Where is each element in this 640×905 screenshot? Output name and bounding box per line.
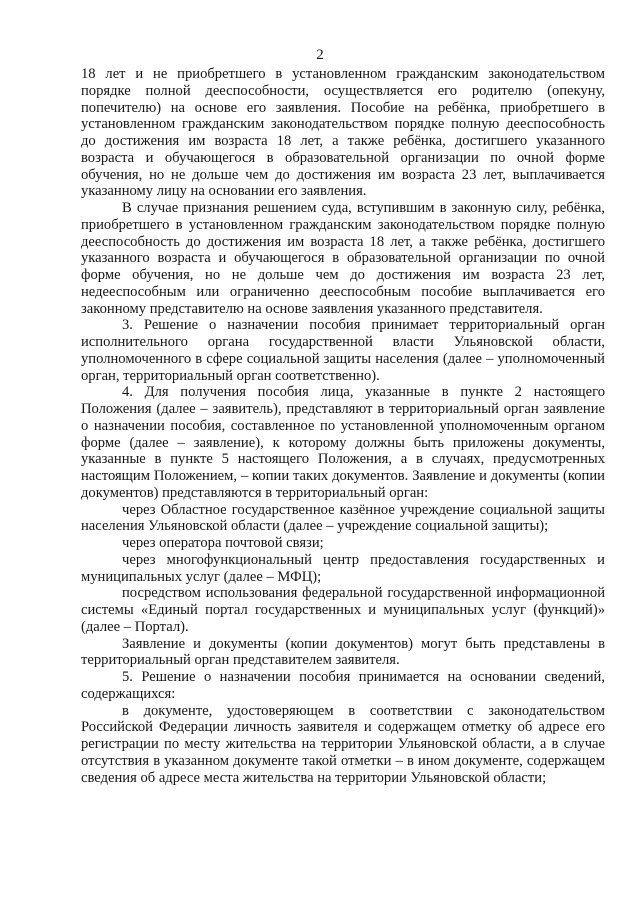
document-body [81,66,605,786]
paragraph: в документе, удостоверяющем в соответствии с законодательством Российской Федерации личность заявителя и содержащем отметку об адресе его регистрации по месту жительства на территории Ульяновской области, а в случае отсутствия в указанном документе такой отметки – в ином документе, содержащем сведения об адресе места жительства на территории Ульяновской области; [81,702,605,786]
paragraph: через многофункциональный центр предоставления государственных и муниципальных услуг (далее – МФЦ); [81,551,605,585]
paragraph: В случае признания решением суда, вступившим в законную силу, ребёнка, приобретшего в установленном гражданским законодательством порядке полную дееспособность до достижения им возраста 18 лет, а также ребёнка, достигшего указанного возраста и обучающегося в образовательной организации по очной форме обучения, но не дольше чем до достижения им возраста 23 лет, недееспособным или ограниченно дееспособным пособие выплачивается его законному представителю на основе заявления указанного представителя. [81,200,605,317]
paragraph: через Областное государственное казённое учреждение социальной защиты населения Ульяновской области (далее – учреждение социальной защиты); [81,501,605,535]
paragraph: через оператора почтовой связи; [122,535,324,551]
paragraph: 3. Решение о назначении пособия принимает территориальный орган исполнительного органа государственной власти Ульяновской области, уполномоченного в сфере социальной защиты населения (далее – уполномоченный орган, территориальный орган соответственно). [81,317,605,384]
paragraph: посредством использования федеральной государственной информационной системы «Единый портал государственных и муниципальных услуг (функций)» (далее – Портал). [81,585,605,635]
paragraph: 4. Для получения пособия лица, указанные в пункте 2 настоящего Положения (далее – заявитель), представляют в территориальный орган заявление о назначении пособия, составленное по установленной уполномоченным органом форме (далее – заявление), к которому должны быть приложены документы, указанные в пункте 5 настоящего Положения, а в случаях, предусмотренных настоящим Положением, – копии таких документов. Заявление и документы (копии документов) представляются в территориальный орган: [81,384,605,501]
page-number: 2 [316,47,324,63]
paragraph: 18 лет и не приобретшего в установленном гражданским законодательством порядке полной дееспособности, осуществляется его родителю (опекуну, попечителю) на основе его заявления. Пособие на ребёнка, приобретшего в установленном гражданским законодательством порядке полную дееспособность до достижения им возраста 18 лет, а также ребёнка, достигшего указанного возраста и обучающегося в образовательной организации по очной форме обучения, но не дольше чем до достижения им возраста 23 лет, выплачивается указанному лицу на основании его заявления. [81,66,605,200]
paragraph: 5. Решение о назначении пособия принимается на основании сведений, содержащихся: [81,669,605,702]
paragraph: Заявление и документы (копии документов) могут быть представлены в территориальный орган представителем заявителя. [81,635,605,669]
